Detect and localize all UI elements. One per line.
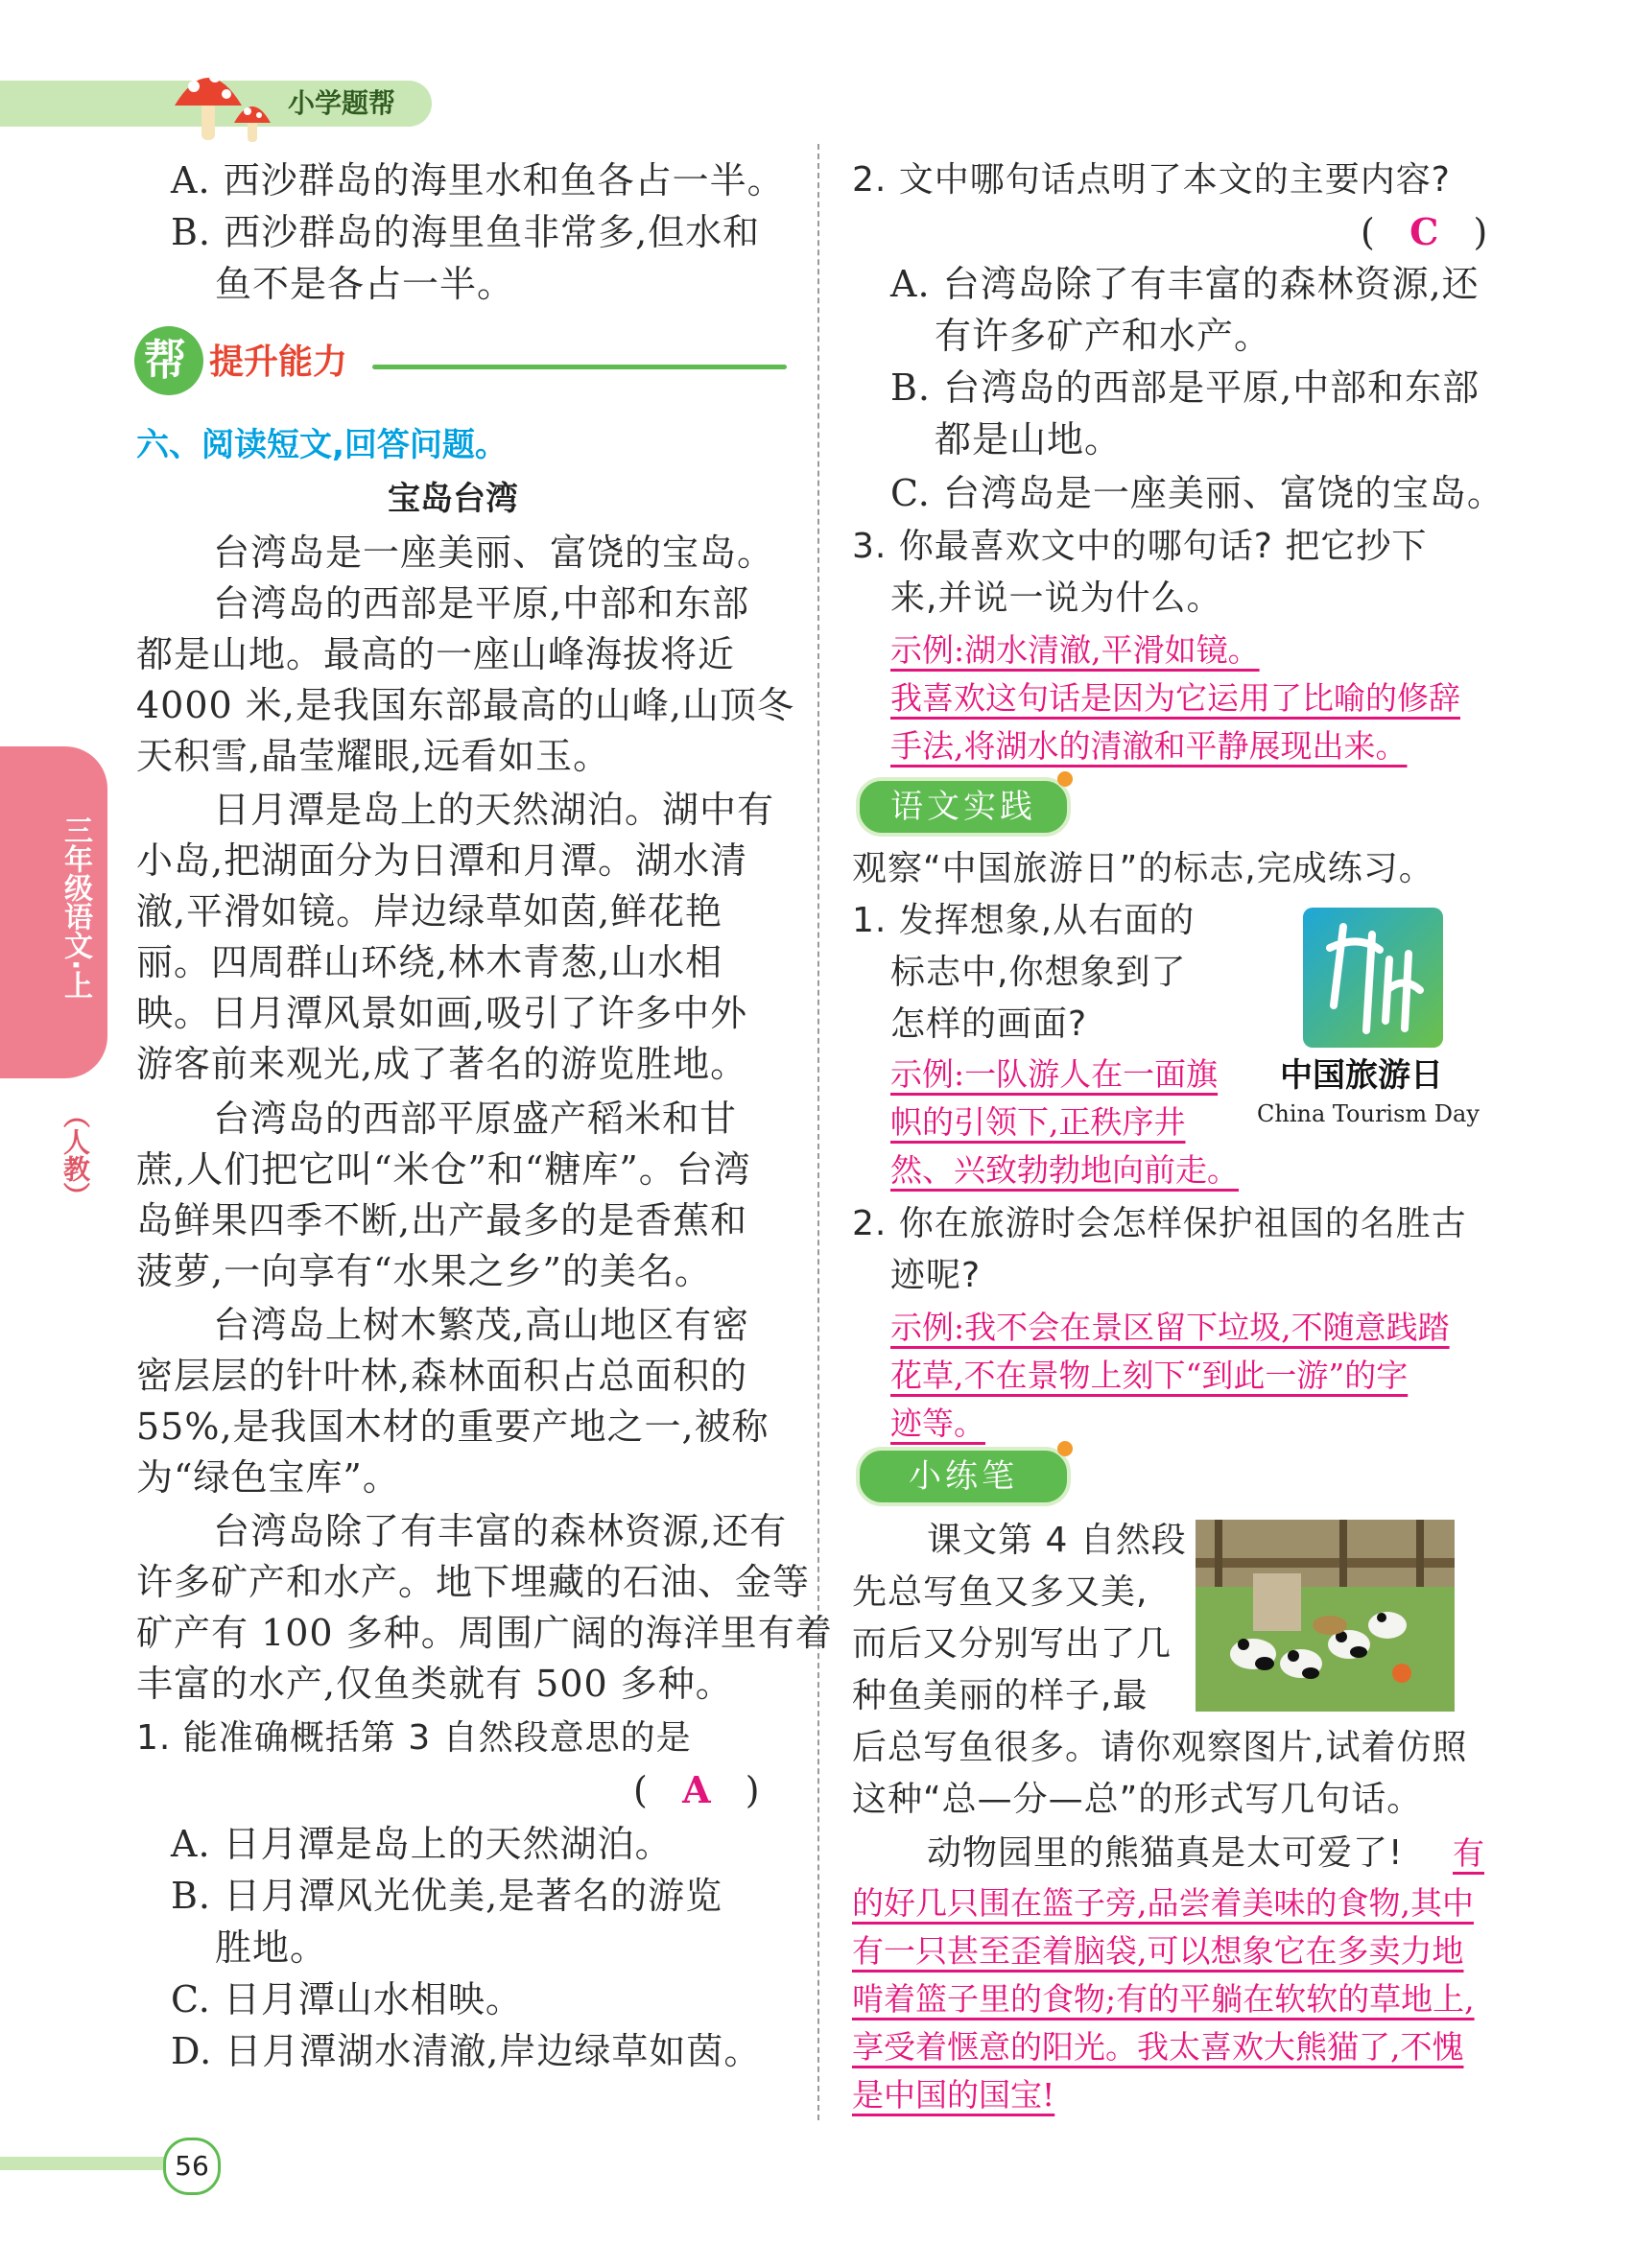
- logo-caption-en: China Tourism Day: [1257, 1100, 1480, 1127]
- q2-answer: C: [1409, 210, 1439, 253]
- writing-answer-line: 是中国的国宝!: [852, 2076, 1055, 2114]
- q3-answer-line: 手法,将湖水的清澈和平静展现出来。: [890, 727, 1408, 765]
- passage-title: 宝岛台湾: [388, 480, 518, 518]
- writing-prompt: 这种“总—分—总”的形式写几句话。: [852, 1780, 1423, 1819]
- passage-line: 台湾岛是一座美丽、富饶的宝岛。: [213, 532, 775, 574]
- section-rule: [372, 365, 787, 369]
- side-tab-grade: 三年级语文·上: [59, 815, 92, 1000]
- section-title: 提升能力: [209, 343, 348, 382]
- passage-line: 台湾岛的西部是平原,中部和东部: [213, 582, 750, 625]
- passage-line: 澈,平滑如镜。岸边绿草如茵,鲜花艳: [136, 890, 723, 933]
- practice-q2-answer: 花草,不在景物上刻下“到此一游”的字: [890, 1357, 1409, 1394]
- q1-text: 1. 能准确概括第 3 自然段意思的是: [136, 1718, 692, 1758]
- practice-q2-line: 2. 你在旅游时会怎样保护祖国的名胜古: [852, 1204, 1467, 1243]
- logo-caption-cn: 中国旅游日: [1280, 1056, 1443, 1095]
- q3-text: 3. 你最喜欢文中的哪句话? 把它抄下: [852, 527, 1428, 566]
- writing-prompt: 后总写鱼很多。请你观察图片,试着仿照: [852, 1728, 1468, 1767]
- q2-answer-blank: ( C ): [1361, 210, 1488, 253]
- passage-line: 台湾岛的西部平原盛产稻米和甘: [213, 1098, 738, 1140]
- badge-dot-icon: [1057, 771, 1073, 787]
- practice-q1-line: 怎样的画面?: [890, 1004, 1088, 1044]
- passage-line: 映。日月潭风景如画,吸引了许多中外: [136, 992, 748, 1034]
- q1-answer: A: [682, 1768, 711, 1811]
- passage-line: 密层层的针叶林,森林面积占总面积的: [136, 1355, 748, 1397]
- q2-option-c: C. 台湾岛是一座美丽、富饶的宝岛。: [890, 472, 1504, 514]
- writing-answer-line: 有一只甚至歪着脑袋,可以想象它在多卖力地: [852, 1932, 1464, 1970]
- q1-option-c: C. 日月潭山水相映。: [171, 1978, 523, 2020]
- q1-option-a: A. 日月潭是岛上的天然湖泊。: [171, 1823, 673, 1865]
- q2-option-a-cont: 有许多矿产和水产。: [935, 315, 1272, 357]
- q1-option-d: D. 日月潭湖水清澈,岸边绿草如茵。: [171, 2030, 762, 2072]
- writing-prompt: 而后又分别写出了几: [852, 1624, 1172, 1664]
- practice-q2-answer: 迹等。: [890, 1405, 985, 1442]
- passage-line: 小岛,把湖面分为日潭和月潭。湖水清: [136, 839, 748, 882]
- writing-answer-line: 有: [1453, 1834, 1484, 1872]
- writing-prompt: 课文第 4 自然段: [927, 1521, 1187, 1560]
- q1-option-b-cont: 胜地。: [215, 1926, 328, 1969]
- passage-line: 游客前来观光,成了著名的游览胜地。: [136, 1043, 748, 1085]
- passage-line: 蔗,人们把它叫“米仓”和“糖库”。台湾: [136, 1148, 751, 1191]
- passage-line: 都是山地。最高的一座山峰海拔将近: [136, 633, 736, 675]
- passage-line: 为“绿色宝库”。: [136, 1456, 400, 1499]
- side-tab-edition: （人教）: [59, 1101, 91, 1209]
- writing-answer-line: 啃着篮子里的食物;有的平躺在软软的草地上,: [852, 1980, 1475, 2018]
- practice-q1-answer: 然、兴致勃勃地向前走。: [890, 1151, 1239, 1189]
- passage-line: 许多矿产和水产。地下埋藏的石油、金等: [136, 1561, 811, 1603]
- q2-option-b-cont: 都是山地。: [935, 418, 1123, 461]
- section-badge: 帮: [144, 336, 186, 385]
- q1-option-b: B. 日月潭风光优美,是著名的游览: [171, 1875, 723, 1917]
- writing-starter: 动物园里的熊猫真是太可爱了!: [927, 1833, 1404, 1873]
- practice-q1-answer: 示例:一队游人在一面旗: [890, 1055, 1219, 1093]
- page-number: 56: [175, 2150, 209, 2182]
- passage-line: 台湾岛上树木繁茂,高山地区有密: [213, 1304, 750, 1346]
- practice-q1-line: 1. 发挥想象,从右面的: [852, 901, 1196, 940]
- passage-line: 日月潭是岛上的天然湖泊。湖中有: [213, 789, 775, 831]
- practice-badge: [856, 777, 1071, 837]
- passage-line: 4000 米,是我国东部最高的山峰,山顶冬: [136, 684, 794, 726]
- q3-text-cont: 来,并说一说为什么。: [890, 579, 1222, 618]
- passage-line: 55%,是我国木材的重要产地之一,被称: [136, 1406, 770, 1448]
- practice-q1-line: 标志中,你想象到了: [890, 953, 1187, 992]
- passage-line: 岛鲜果四季不断,出产最多的是香蕉和: [136, 1199, 748, 1241]
- practice-q1-answer: 帜的引领下,正秩序井: [890, 1103, 1186, 1141]
- writing-badge: [856, 1447, 1071, 1506]
- tourism-day-logo: [1301, 906, 1445, 1050]
- writing-badge-label: 小练笔: [909, 1457, 1018, 1496]
- writing-prompt: 种鱼美丽的样子,最: [852, 1676, 1149, 1715]
- brand-title: 小学题帮: [288, 87, 396, 119]
- prev-option-a: A. 西沙群岛的海里水和鱼各占一半。: [171, 159, 785, 201]
- passage-line: 台湾岛除了有丰富的森林资源,还有: [213, 1510, 788, 1552]
- q2-option-b: B. 台湾岛的西部是平原,中部和东部: [890, 366, 1480, 409]
- panda-photo: [1196, 1520, 1455, 1712]
- passage-line: 天积雪,晶莹耀眼,远看如玉。: [136, 735, 611, 777]
- column-divider: [817, 144, 819, 2120]
- writing-answer-line: 的好几只围在篮子旁,品尝着美味的食物,其中: [852, 1884, 1474, 1922]
- writing-answer-line: 享受着惬意的阳光。我太喜欢大熊猫了,不愧: [852, 2028, 1464, 2066]
- badge-dot-icon: [1057, 1441, 1073, 1456]
- question-heading: 六、阅读短文,回答问题。: [136, 426, 508, 464]
- prev-option-b-cont: 鱼不是各占一半。: [215, 263, 515, 305]
- prev-option-b: B. 西沙群岛的海里鱼非常多,但水和: [171, 211, 761, 253]
- practice-badge-label: 语文实践: [890, 788, 1036, 826]
- mushroom-logo: [165, 56, 280, 152]
- passage-line: 丽。四周群山环绕,林木青葱,山水相: [136, 941, 723, 983]
- passage-line: 菠萝,一向享有“水果之乡”的美名。: [136, 1250, 712, 1292]
- q3-answer-line: 示例:湖水清澈,平滑如镜。: [890, 631, 1260, 669]
- practice-q2-answer: 示例:我不会在景区留下垃圾,不随意践踏: [890, 1309, 1450, 1346]
- practice-q2-line: 迹呢?: [890, 1256, 982, 1295]
- q2-text: 2. 文中哪句话点明了本文的主要内容?: [852, 160, 1451, 200]
- q2-option-a: A. 台湾岛除了有丰富的森林资源,还: [890, 263, 1480, 305]
- practice-intro: 观察“中国旅游日”的标志,完成练习。: [852, 849, 1434, 888]
- writing-prompt: 先总写鱼又多又美,: [852, 1572, 1149, 1612]
- q3-answer-line: 我喜欢这句话是因为它运用了比喻的修辞: [890, 679, 1460, 717]
- q1-answer-blank: ( A ): [633, 1768, 760, 1811]
- passage-line: 丰富的水产,仅鱼类就有 500 多种。: [136, 1663, 733, 1705]
- passage-line: 矿产有 100 多种。周围广阔的海洋里有着: [136, 1612, 833, 1654]
